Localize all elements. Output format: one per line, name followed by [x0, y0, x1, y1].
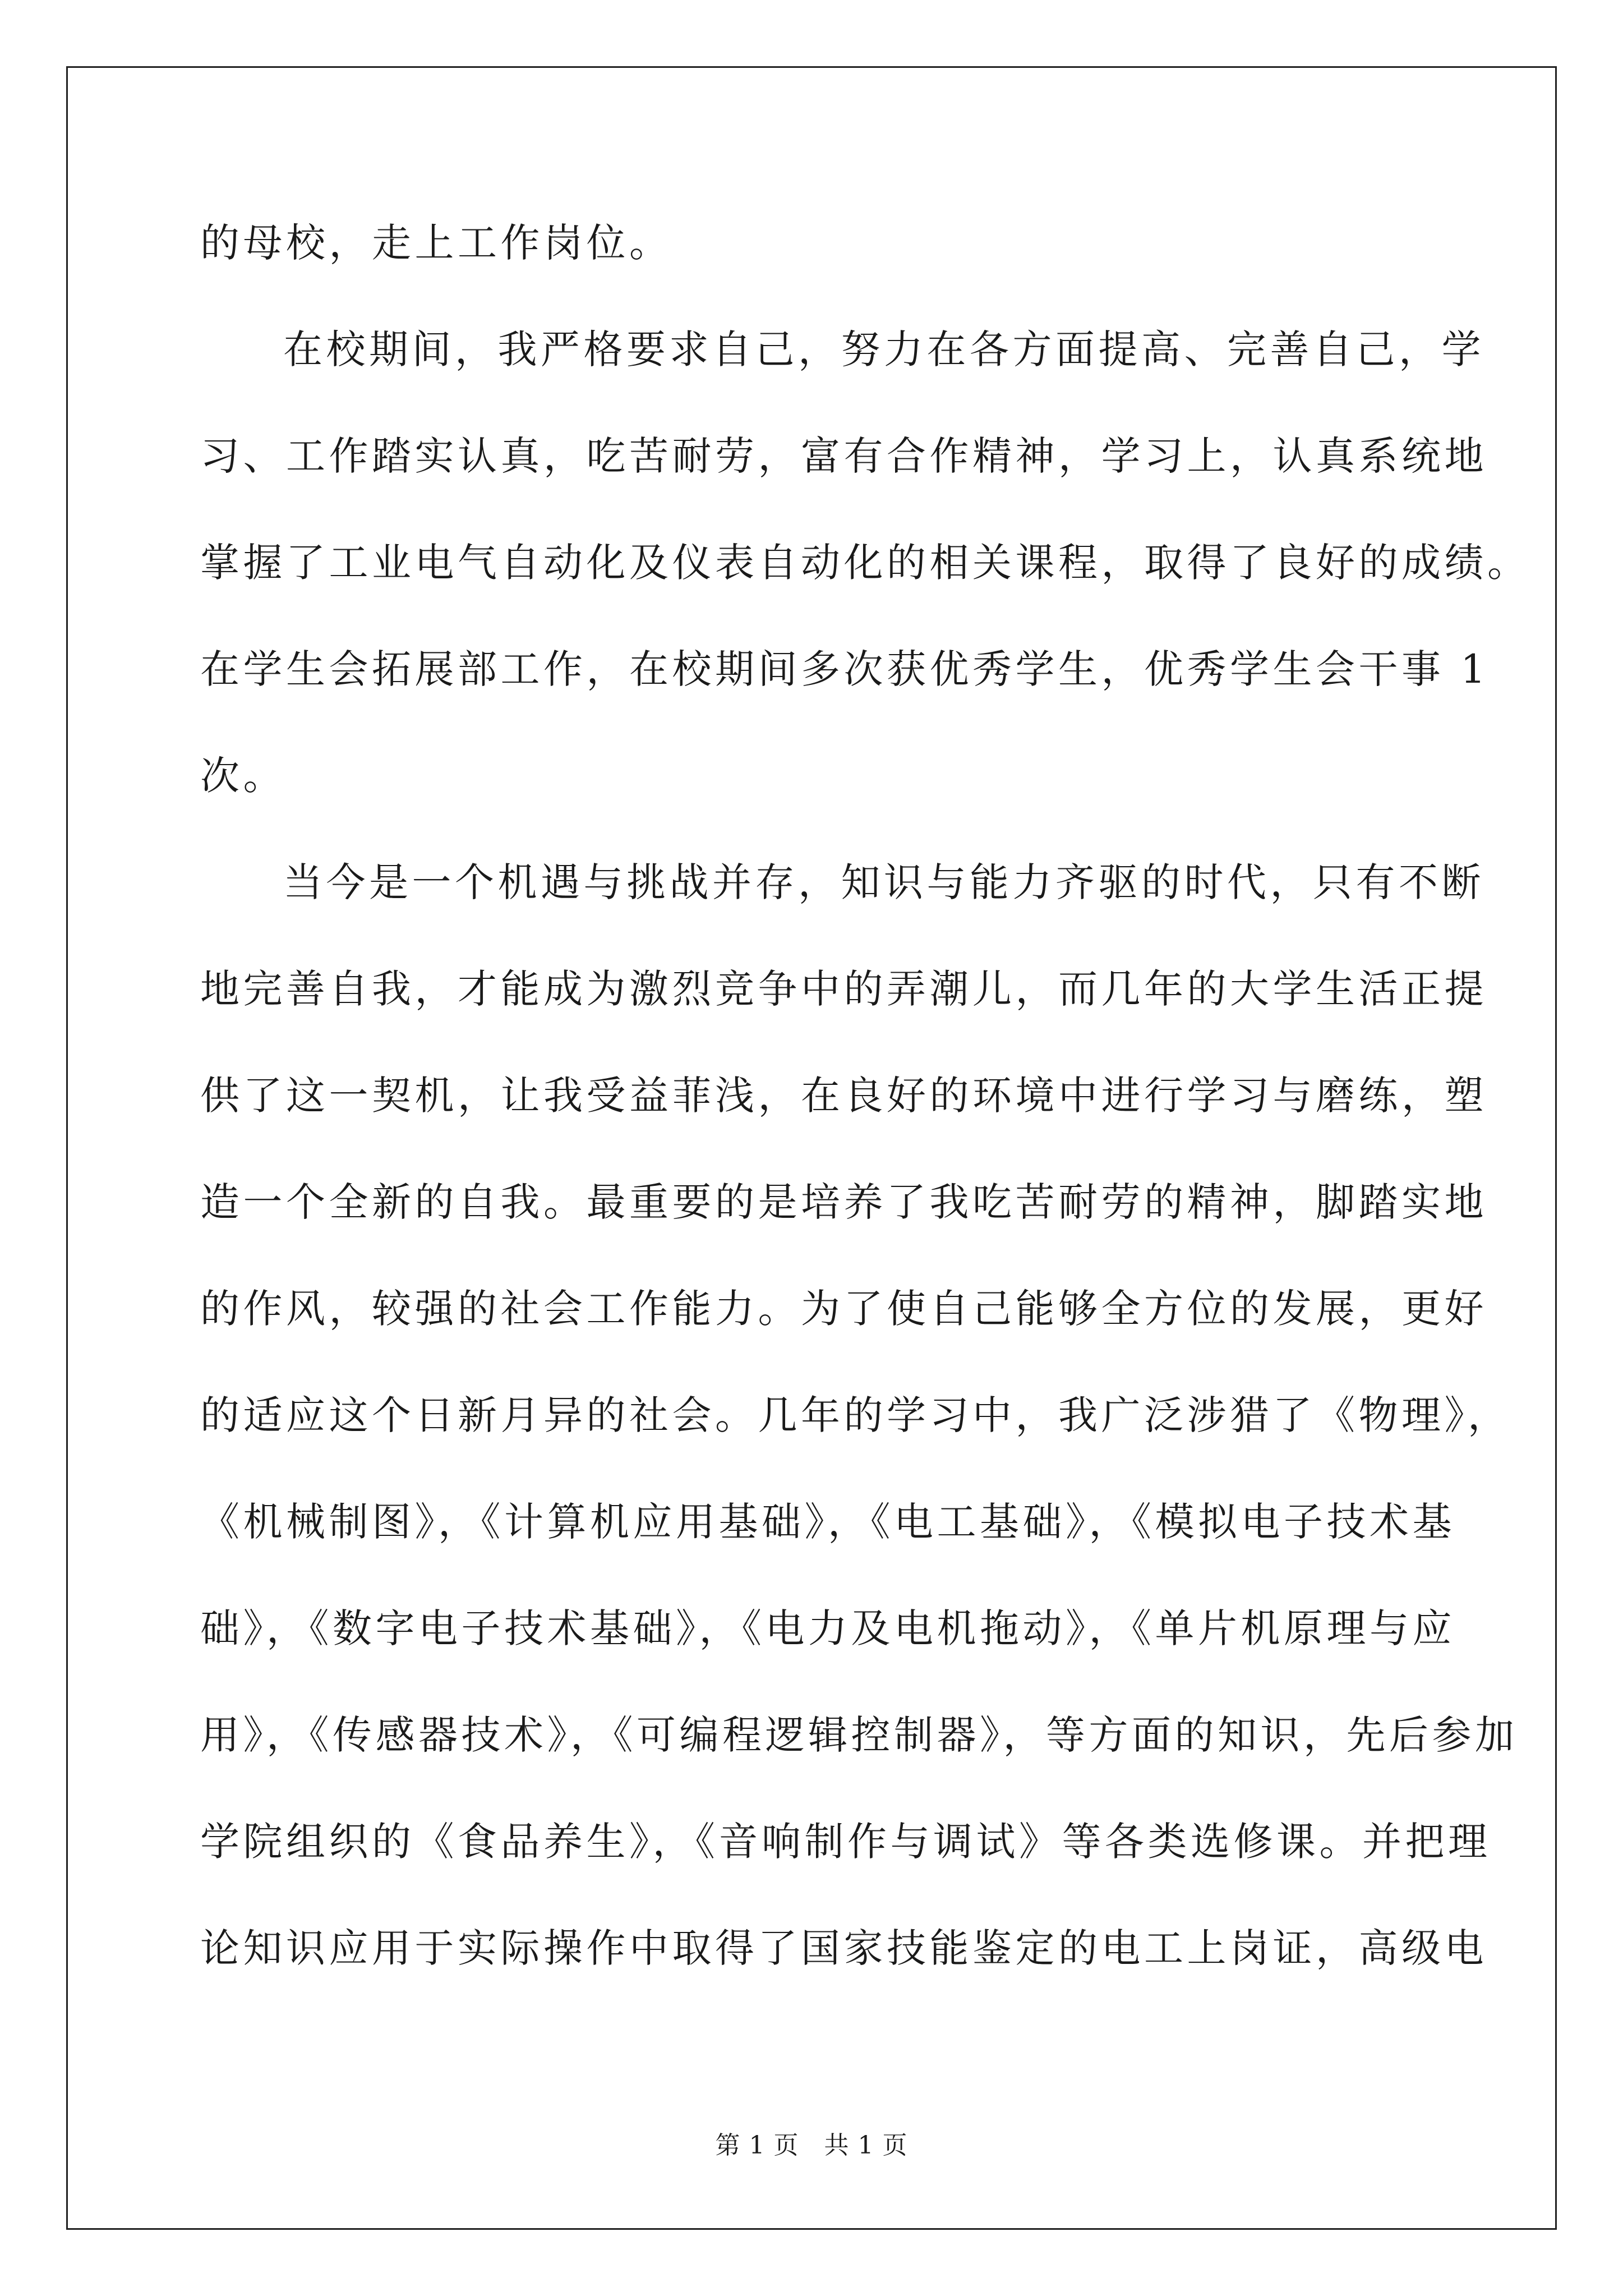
text-line: 的作风，较强的社会工作能力。为了使自己能够全方位的发展，更好 [200, 1286, 1487, 1332]
text-line: 造一个全新的自我。最重要的是培养了我吃苦耐劳的精神，脚踏实地 [200, 1179, 1487, 1225]
document-body [200, 209, 1530, 2021]
text-line: 次。 [200, 753, 286, 799]
text-line: 掌握了工业电气自动化及仪表自动化的相关课程，取得了良好的成绩。 [200, 540, 1530, 586]
text-line: 用》，《传感器技术》，《可编程逻辑控制器》，等方面的知识，先后参加 [200, 1712, 1518, 1758]
text-line: 的适应这个日新月异的社会。几年的学习中，我广泛涉猎了《物理》， [200, 1392, 1511, 1438]
text-line: 在学生会拓展部工作，在校期间多次获优秀学生，优秀学生会干事 1 [200, 646, 1490, 692]
page-number-footer: 第 1 页 共 1 页 [715, 2131, 908, 2160]
text-line: 当今是一个机遇与挑战并存，知识与能力齐驱的时代，只有不断 [283, 859, 1484, 905]
text-line: 地完善自我，才能成为激烈竞争中的弄潮儿，而几年的大学生活正提 [200, 966, 1487, 1012]
text-line: 供了这一契机，让我受益菲浅，在良好的环境中进行学习与磨练，塑 [200, 1073, 1487, 1119]
text-line: 习、工作踏实认真，吃苦耐劳，富有合作精神，学习上，认真系统地 [200, 433, 1487, 479]
text-line: 的母校，走上工作岗位。 [200, 220, 672, 266]
text-line: 学院组织的《食品养生》，《音响制作与调试》等各类选修课。并把理 [200, 1819, 1491, 1865]
text-line: 《机械制图》，《计算机应用基础》，《电工基础》，《模拟电子技术基 [200, 1499, 1455, 1545]
text-line: 在校期间，我严格要求自己，努力在各方面提高、完善自己，学 [283, 326, 1484, 372]
text-line: 础》，《数字电子技术基础》，《电力及电机拖动》，《单片机原理与应 [200, 1605, 1455, 1651]
text-line: 论知识应用于实际操作中取得了国家技能鉴定的电工上岗证，高级电 [200, 1925, 1487, 1971]
